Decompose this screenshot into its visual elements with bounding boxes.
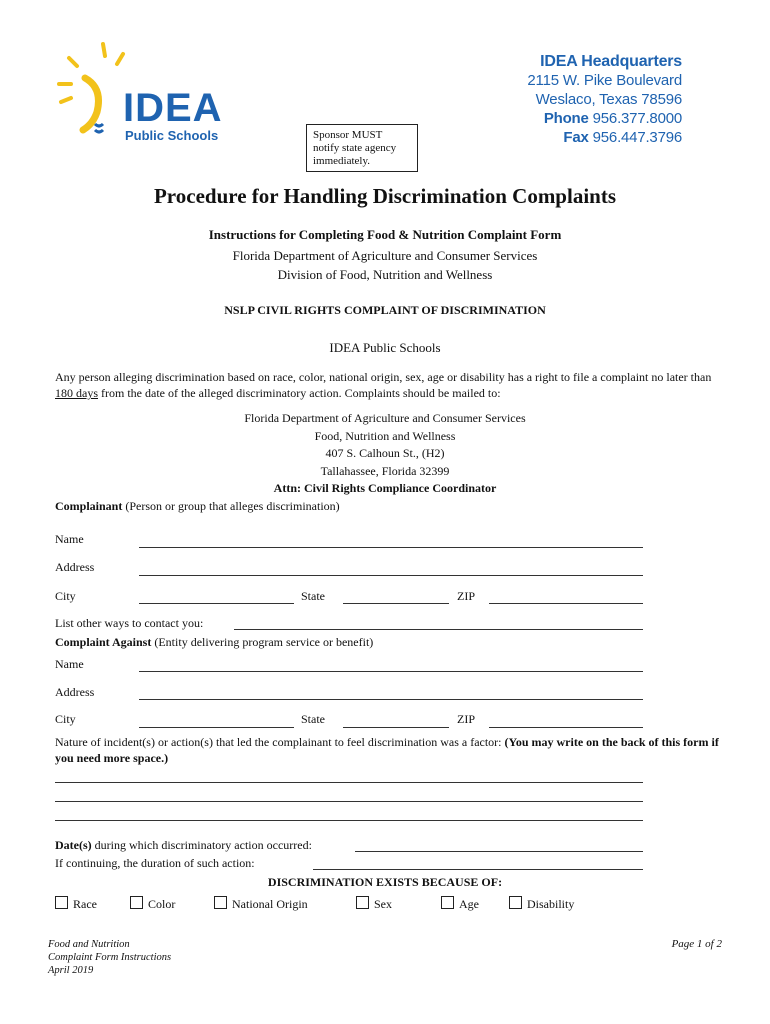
- checkbox-square[interactable]: [55, 896, 68, 909]
- against-label: Complaint Against: [55, 635, 152, 649]
- form-subtitle: Instructions for Completing Food & Nutrition Complaint Form: [208, 227, 562, 242]
- checkbox-square[interactable]: [130, 896, 143, 909]
- nature-line-1[interactable]: [55, 782, 643, 783]
- against-zip-label: ZIP: [457, 712, 475, 726]
- hq-fax: [527, 128, 682, 147]
- sponsor-note-line: immediately.: [313, 155, 371, 167]
- intro-text-end: from the date of the alleged discriminatory action. Complaints should be mailed to:: [98, 386, 501, 400]
- nature-line-2[interactable]: [55, 801, 643, 802]
- against-state-field[interactable]: [343, 727, 449, 728]
- organization: IDEA Public Schools: [329, 340, 441, 355]
- hq-street: 2115 W. Pike Boulevard: [527, 72, 682, 89]
- sponsor-note-line: notify state agency: [313, 142, 397, 154]
- against-address-field[interactable]: [139, 699, 643, 700]
- checkbox-label: Age: [459, 897, 479, 911]
- dates-label: [55, 838, 312, 853]
- address-line: Food, Nutrition and Wellness: [314, 428, 456, 443]
- checkbox-square[interactable]: [441, 896, 454, 909]
- checkbox-disability[interactable]: [509, 896, 574, 912]
- complainant-city-label: City: [55, 589, 76, 603]
- checkbox-age[interactable]: [441, 896, 479, 912]
- logo-wordmark: IDEA: [123, 86, 223, 130]
- checkbox-color[interactable]: [130, 896, 175, 912]
- complainant-zip-field[interactable]: [489, 603, 643, 604]
- complainant-heading: [55, 499, 340, 514]
- other-contact-label: List other ways to contact you:: [55, 616, 204, 630]
- checkbox-national-origin[interactable]: [214, 896, 308, 912]
- checkbox-label: Disability: [527, 897, 575, 911]
- nature-text: Nature of incident(s) or action(s) that led the complainant to feel discrimination was a factor:: [55, 735, 505, 749]
- complainant-zip-label: ZIP: [457, 589, 475, 603]
- complainant-name-label: Name: [55, 532, 84, 546]
- nature-note: (You may write on the back of this form if you need more space.): [55, 735, 719, 765]
- nature-line-3[interactable]: [55, 820, 643, 821]
- logo-subtitle: Public Schools: [125, 128, 219, 143]
- complainant-label: Complainant: [55, 499, 123, 513]
- footer-line: April 2019: [48, 965, 94, 976]
- against-note: (Entity delivering program service or benefit): [151, 635, 374, 649]
- section-title: NSLP CIVIL RIGHTS COMPLAINT OF DISCRIMINATION: [224, 303, 546, 317]
- complainant-state-label: State: [301, 589, 325, 603]
- page-number: Page 1 of 2: [671, 938, 722, 950]
- idea-logo: [55, 40, 245, 150]
- address-line: Tallahassee, Florida 32399: [320, 463, 450, 478]
- sponsor-note-line: Sponsor MUST: [313, 129, 383, 141]
- dates-bold: Date(s): [55, 838, 92, 852]
- page-title: Procedure for Handling Discrimination Complaints: [153, 184, 617, 208]
- checkbox-label: Color: [148, 897, 176, 911]
- footer-line: Food and Nutrition: [48, 939, 130, 950]
- phone-value: 956.377.8000: [592, 110, 682, 127]
- complainant-city-field[interactable]: [139, 603, 294, 604]
- mailing-address: [0, 410, 770, 498]
- against-name-label: Name: [55, 657, 84, 671]
- intro-paragraph: [55, 369, 720, 401]
- checkbox-race[interactable]: [55, 896, 97, 912]
- continuing-field[interactable]: [313, 869, 643, 870]
- phone-label: Phone: [543, 110, 589, 127]
- checkbox-square[interactable]: [356, 896, 369, 909]
- footer-line: Complaint Form Instructions: [48, 952, 172, 963]
- continuing-label: If continuing, the duration of such action:: [55, 856, 255, 870]
- deadline-days: 180 days: [55, 386, 98, 400]
- sponsor-note-box: [306, 124, 418, 172]
- fax-value: 956.447.3796: [592, 129, 682, 146]
- complainant-address-field[interactable]: [139, 575, 643, 576]
- nature-instructions: [55, 734, 720, 766]
- against-state-label: State: [301, 712, 325, 726]
- complainant-note: (Person or group that alleges discrimination): [122, 499, 340, 513]
- other-contact-field[interactable]: [234, 629, 643, 630]
- dates-field[interactable]: [355, 851, 643, 852]
- division: Division of Food, Nutrition and Wellness: [277, 267, 493, 282]
- address-line: 407 S. Calhoun St., (H2): [325, 446, 445, 460]
- intro-text: Any person alleging discrimination based on race, color, national origin, sex, age or disability has a right to file a complaint no later than: [55, 370, 712, 384]
- against-zip-field[interactable]: [489, 727, 643, 728]
- checkbox-label: Sex: [374, 897, 392, 911]
- checkbox-square[interactable]: [509, 896, 522, 909]
- hq-address: [527, 52, 682, 147]
- against-name-field[interactable]: [139, 671, 643, 672]
- complainant-name-field[interactable]: [139, 547, 643, 548]
- hq-title: IDEA Headquarters: [540, 53, 682, 70]
- fax-label: Fax: [563, 129, 589, 146]
- hq-phone: [527, 109, 682, 128]
- hq-city: Weslaco, Texas 78596: [535, 91, 682, 108]
- checkbox-label: National Origin: [232, 897, 308, 911]
- against-city-field[interactable]: [139, 727, 294, 728]
- against-city-label: City: [55, 712, 76, 726]
- attn-line: Attn: Civil Rights Compliance Coordinator: [273, 481, 497, 495]
- department: Florida Department of Agriculture and Consumer Services: [232, 248, 538, 263]
- checkbox-sex[interactable]: [356, 896, 392, 912]
- footer-info: [48, 938, 171, 977]
- complainant-state-field[interactable]: [343, 603, 449, 604]
- dates-text: during which discriminatory action occurred:: [91, 838, 312, 852]
- complaint-against-heading: [55, 635, 373, 650]
- checkbox-label: Race: [73, 897, 97, 911]
- discrimination-basis-heading: DISCRIMINATION EXISTS BECAUSE OF:: [267, 875, 503, 889]
- complainant-address-label: Address: [55, 560, 95, 574]
- checkbox-square[interactable]: [214, 896, 227, 909]
- address-line: Florida Department of Agriculture and Consumer Services: [244, 411, 526, 425]
- against-address-label: Address: [55, 685, 95, 699]
